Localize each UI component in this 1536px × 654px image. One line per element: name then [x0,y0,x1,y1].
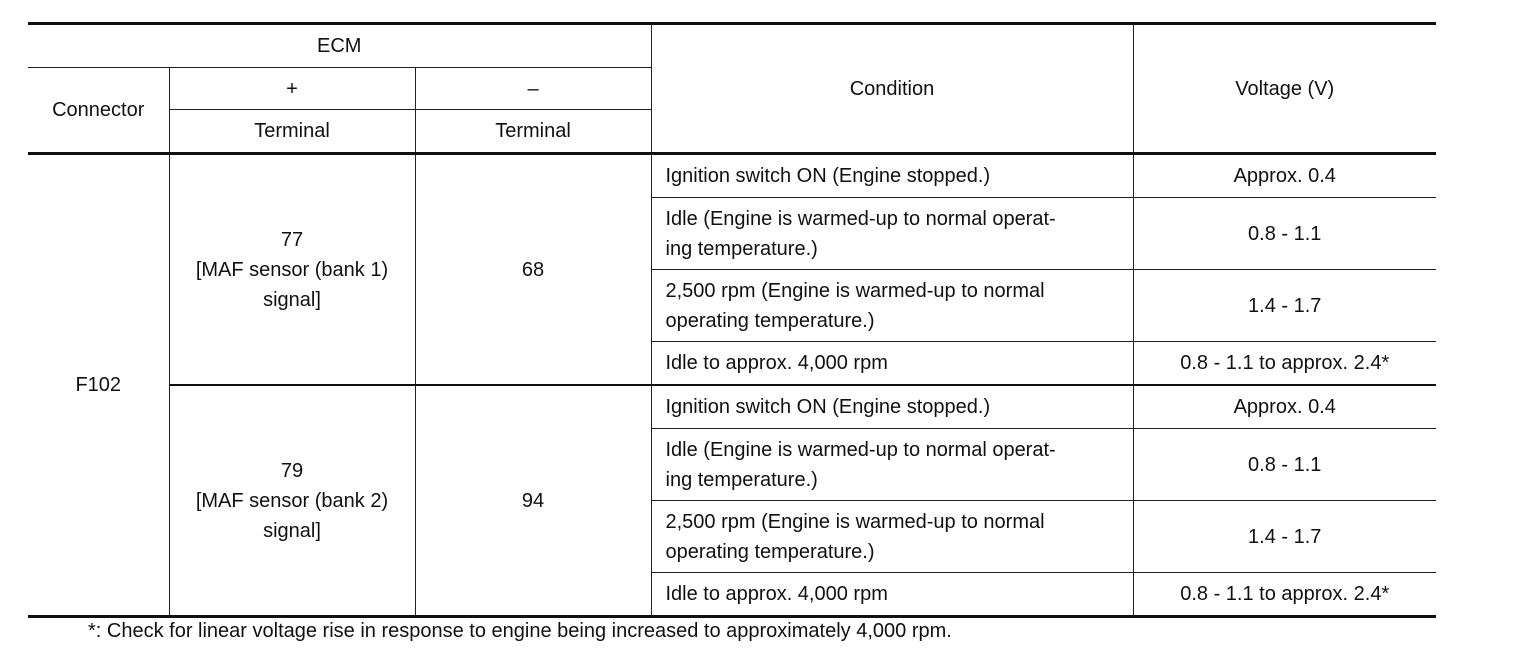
plus-terminal-cell [169,385,415,617]
condition-text: Idle to approx. 4,000 rpm [665,583,888,605]
condition-text: operating temperature.) [665,540,875,563]
condition-text: 2,500 rpm (Engine is warmed-up to normal [665,279,1045,302]
condition-text: 2,500 rpm (Engine is warmed-up to normal [665,510,1045,533]
ecm-terminal-voltage-table [28,22,1436,618]
condition-text: operating temperature.) [665,309,875,332]
condition-text: ing temperature.) [665,468,818,491]
header-terminal-minus: Terminal [415,110,651,154]
voltage-cell: 0.8 - 1.1 [1133,198,1436,270]
plus-terminal-number: 79 [280,459,304,482]
plus-terminal-desc: [MAF sensor (bank 2) [195,489,389,512]
header-voltage: Voltage (V) [1133,24,1436,154]
plus-terminal-cell [169,154,415,386]
condition-cell [651,198,1133,270]
plus-terminal-desc: signal] [263,288,321,311]
voltage-cell: 0.8 - 1.1 [1133,429,1436,501]
voltage-cell: Approx. 0.4 [1133,154,1436,198]
condition-text: Idle (Engine is warmed-up to normal operat- [665,207,1056,230]
header-condition: Condition [651,24,1133,154]
condition-text: Idle to approx. 4,000 rpm [665,352,888,374]
voltage-cell: Approx. 0.4 [1133,385,1436,429]
condition-text: Idle (Engine is warmed-up to normal operat- [665,438,1056,461]
footnote: *: Check for linear voltage rise in response to engine being increased to approximately 4,000 rpm. [88,620,952,642]
plus-terminal-desc: [MAF sensor (bank 1) [195,258,389,281]
condition-text: Ignition switch ON (Engine stopped.) [665,396,991,418]
header-terminal-plus: Terminal [169,110,415,154]
voltage-cell: 0.8 - 1.1 to approx. 2.4* [1133,573,1436,617]
connector-cell: F102 [28,154,169,617]
voltage-cell: 1.4 - 1.7 [1133,270,1436,342]
header-plus: + [169,68,415,110]
condition-cell [651,385,1133,429]
header-minus: – [415,68,651,110]
condition-text: Ignition switch ON (Engine stopped.) [665,165,991,187]
voltage-cell: 0.8 - 1.1 to approx. 2.4* [1133,342,1436,386]
condition-cell [651,501,1133,573]
condition-cell [651,429,1133,501]
condition-cell [651,342,1133,386]
plus-terminal-desc: signal] [263,519,321,542]
header-connector: Connector [28,68,169,154]
minus-terminal-cell: 68 [415,154,651,386]
minus-terminal-cell: 94 [415,385,651,617]
condition-cell [651,270,1133,342]
condition-text: ing temperature.) [665,237,818,260]
voltage-cell: 1.4 - 1.7 [1133,501,1436,573]
condition-cell [651,573,1133,617]
plus-terminal-number: 77 [280,228,304,251]
header-ecm: ECM [28,24,651,68]
condition-cell [651,154,1133,198]
